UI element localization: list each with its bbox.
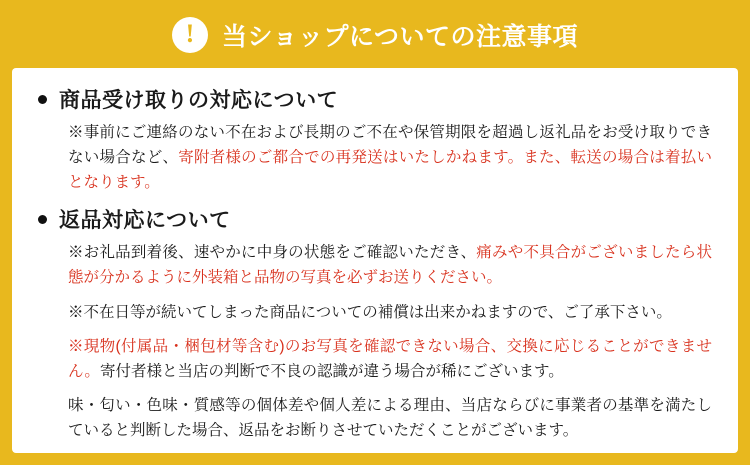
paragraph-run: ※不在日等が続いてしまった商品についての補償は出来かねますので、ご了承下さい。: [68, 303, 672, 321]
exclamation-glyph: !: [185, 19, 195, 48]
section-heading: [38, 84, 712, 114]
paragraph-run-highlight: 痛みや不具合がございましたら状態が分かるように外装箱と品物の写真を必ずお送りください。: [68, 244, 712, 287]
paragraph: [68, 393, 712, 443]
paragraph-run: 味・匂い・色味・質感等の個体差や個人差による理由、当店ならびに事業者の基準を満たしていると判断した場合、返品をお断りさせていただくことがございます。: [68, 396, 712, 439]
section-heading: [38, 204, 712, 234]
bullet-icon: [38, 95, 47, 104]
paragraph-run: 寄付者様と当店の判断で不良の認識が違う場合が稀にございます。: [99, 362, 564, 380]
paragraph: [68, 300, 712, 325]
page-title: 当ショップについての注意事項: [221, 23, 578, 51]
section-pickup: [38, 84, 712, 195]
section-returns: [38, 204, 712, 443]
section-title: 商品受け取りの対応について: [59, 89, 339, 112]
section-title: 返品対応について: [59, 209, 231, 233]
exclamation-icon: [172, 17, 208, 53]
paragraph-run: ※事前にご連絡のない不在および長期のご不在や保管期限を超過し返礼品をお受け取りできない場合など、: [68, 124, 712, 167]
paragraph-run: ※お礼品到着後、速やかに中身の状態をご確認いただき、: [68, 244, 477, 262]
paragraph-run-highlight: ※現物(付属品・梱包材等含む)のお写真を確認できない場合、交換に応じることができません。: [68, 337, 712, 380]
paragraph: [68, 120, 712, 195]
paragraph: [68, 334, 712, 384]
paragraph-run-highlight: 寄附者様のご都合での再発送はいたしかねます。また、転送の場合は着払いとなります。: [68, 149, 712, 192]
paragraph: [68, 240, 712, 290]
page-header: [0, 0, 750, 70]
bullet-icon: [38, 215, 47, 224]
notice-card: [12, 68, 738, 453]
